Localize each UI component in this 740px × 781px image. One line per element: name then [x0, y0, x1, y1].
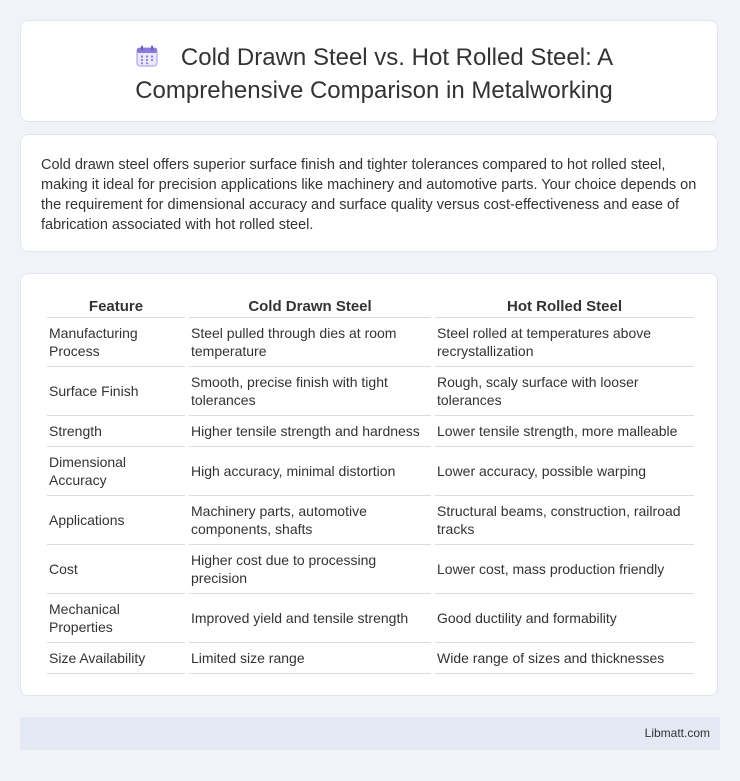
row-feature: Surface Finish: [47, 367, 185, 416]
row-feature: Applications: [47, 496, 185, 545]
row-cold-drawn: Higher cost due to processing precision: [189, 545, 431, 594]
row-feature: Manufacturing Process: [47, 318, 185, 367]
row-feature: Strength: [47, 416, 185, 447]
table-body: [47, 318, 694, 674]
row-cold-drawn: Smooth, precise finish with tight tolerances: [189, 367, 431, 416]
row-cold-drawn: Improved yield and tensile strength: [189, 594, 431, 643]
table-row: [47, 643, 694, 674]
table-row: [47, 594, 694, 643]
calendar-icon: [135, 44, 159, 76]
header-feature: Feature: [47, 294, 185, 318]
row-cold-drawn: Higher tensile strength and hardness: [189, 416, 431, 447]
table-row: [47, 318, 694, 367]
intro-card: [20, 134, 718, 252]
table-row: [47, 416, 694, 447]
row-feature: Mechanical Properties: [47, 594, 185, 643]
row-hot-rolled: Lower tensile strength, more malleable: [435, 416, 694, 447]
row-hot-rolled: Lower cost, mass production friendly: [435, 545, 694, 594]
title-wrap: [51, 43, 697, 106]
row-hot-rolled: Wide range of sizes and thicknesses: [435, 643, 694, 674]
row-cold-drawn: Steel pulled through dies at room temperature: [189, 318, 431, 367]
comparison-table: [43, 294, 698, 674]
header-hot-rolled: Hot Rolled Steel: [435, 294, 694, 318]
row-cold-drawn: High accuracy, minimal distortion: [189, 447, 431, 496]
row-hot-rolled: Steel rolled at temperatures above recrystallization: [435, 318, 694, 367]
row-hot-rolled: Rough, scaly surface with looser tolerances: [435, 367, 694, 416]
table-row: [47, 545, 694, 594]
footer-site-link[interactable]: Libmatt.com: [644, 726, 710, 740]
table-header-row: [47, 294, 694, 318]
row-feature: Dimensional Accuracy: [47, 447, 185, 496]
intro-paragraph: Cold drawn steel offers superior surface finish and tighter tolerances compared to hot rolled steel, making it ideal for precision applications like machinery and automotive parts. Your choice depends on the requirement for dimensional accuracy and surface quality versus cost-effectiveness and ease of fabrication associated with hot rolled steel.: [41, 157, 697, 233]
row-cold-drawn: Limited size range: [189, 643, 431, 674]
row-feature: Size Availability: [47, 643, 185, 674]
header-cold-drawn: Cold Drawn Steel: [189, 294, 431, 318]
footer: [20, 717, 720, 750]
header-card: [20, 20, 718, 122]
row-hot-rolled: Good ductility and formability: [435, 594, 694, 643]
table-row: [47, 367, 694, 416]
table-row: [47, 496, 694, 545]
row-hot-rolled: Lower accuracy, possible warping: [435, 447, 694, 496]
table-row: [47, 447, 694, 496]
table-card: [20, 273, 718, 696]
row-feature: Cost: [47, 545, 185, 594]
page-title: Cold Drawn Steel vs. Hot Rolled Steel: A Comprehensive Comparison in Metalworking: [135, 44, 614, 104]
row-hot-rolled: Structural beams, construction, railroad tracks: [435, 496, 694, 545]
row-cold-drawn: Machinery parts, automotive components, shafts: [189, 496, 431, 545]
